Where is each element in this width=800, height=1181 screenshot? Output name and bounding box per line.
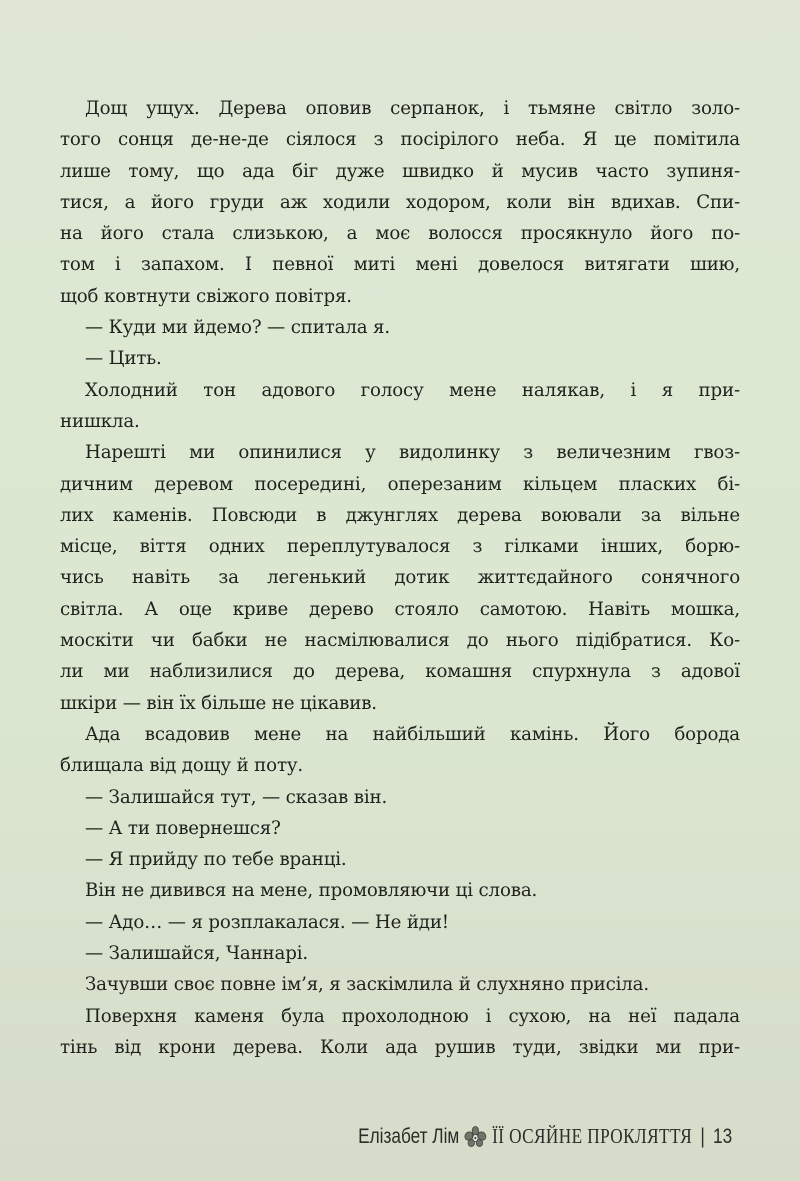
page-body (60, 93, 740, 1063)
text-line: — Я прийду по тебе вранці. (85, 849, 347, 871)
text-line: Він не дивився на мене, промовляючи ці слова. (85, 880, 538, 902)
text-line: Нарешті ми опинилися у видолинку з величезним гвоз- (85, 442, 740, 464)
text-line: шкіри — він їх більше не цікавив. (60, 692, 377, 714)
text-line: тися, а його груди аж ходили ходором, коли він вдихав. Спи- (60, 191, 740, 213)
text-line: ли ми наблизилися до дерева, комашня спурхнула з адової (60, 661, 740, 683)
text-line: лих каменів. Повсюди в джунглях дерева воювали за вільне (60, 504, 740, 526)
footer-author: Елізабет Лім (357, 1124, 460, 1148)
page-number: 13 (712, 1124, 732, 1148)
text-line: щоб ковтнути свіжого повітря. (60, 285, 352, 307)
text-line: — А ти повернешся? (85, 817, 281, 839)
text-line: блищала від дощу й поту. (60, 755, 304, 777)
text-line: — Цить. (85, 348, 162, 370)
text-line: тінь від крони дерева. Коли ада рушив туди, звідки ми при- (60, 1036, 740, 1058)
text-line: Дощ ущух. Дерева оповив серпанок, і тьмяне світло золо- (85, 98, 740, 119)
text-line: Ада всадовив мене на найбільший камінь. Його борода (85, 723, 740, 745)
text-line: — Залишайся, Чаннарі. (85, 943, 308, 965)
text-line: лише тому, що ада біг дуже швидко й мусив часто зупиня- (60, 160, 740, 182)
text-line: нишкла. (60, 410, 140, 432)
text-line: том і запахом. І певної миті мені довелося витягати шию, (60, 254, 740, 276)
text-line: — Адо… — я розплакалася. — Не йди! (85, 911, 449, 933)
text-line: москіти чи бабки не насмілювалися до нього підібратися. Ко- (60, 630, 740, 652)
footer-separator: | (700, 1124, 705, 1148)
orchid-icon (464, 1126, 487, 1148)
text-line: того сонця де-не-де сіялося з посірілого неба. Я це помітила (60, 129, 740, 151)
running-footer (358, 1124, 732, 1149)
text-line: Поверхня каменя була прохолодною і сухою, на неї падала (85, 1005, 740, 1027)
text-line: — Залишайся тут, — сказав він. (85, 786, 388, 808)
text-line: місце, віття одних переплутувалося з гілками інших, борю- (60, 536, 740, 558)
text-line: на його стала слизькою, а моє волосся просякнуло його по- (60, 223, 740, 245)
text-line: — Куди ми йдемо? — спитала я. (85, 317, 390, 339)
text-line: світла. А оце криве дерево стояло самотою. Навіть мошка, (60, 598, 740, 620)
text-line: Зачувши своє повне ім’я, я заскімлила й слухняно присіла. (85, 974, 650, 996)
text-line: чись навіть за легенький дотик життєдайного сонячного (60, 567, 740, 589)
text-line: дичним деревом посередині, оперезаним кільцем пласких бі- (60, 473, 740, 495)
text-line: Холодний тон адового голосу мене налякав, і я при- (85, 379, 740, 401)
footer-book-title: ЇЇ ОСЯЙНЕ ПРОКЛЯТТЯ (491, 1124, 692, 1148)
